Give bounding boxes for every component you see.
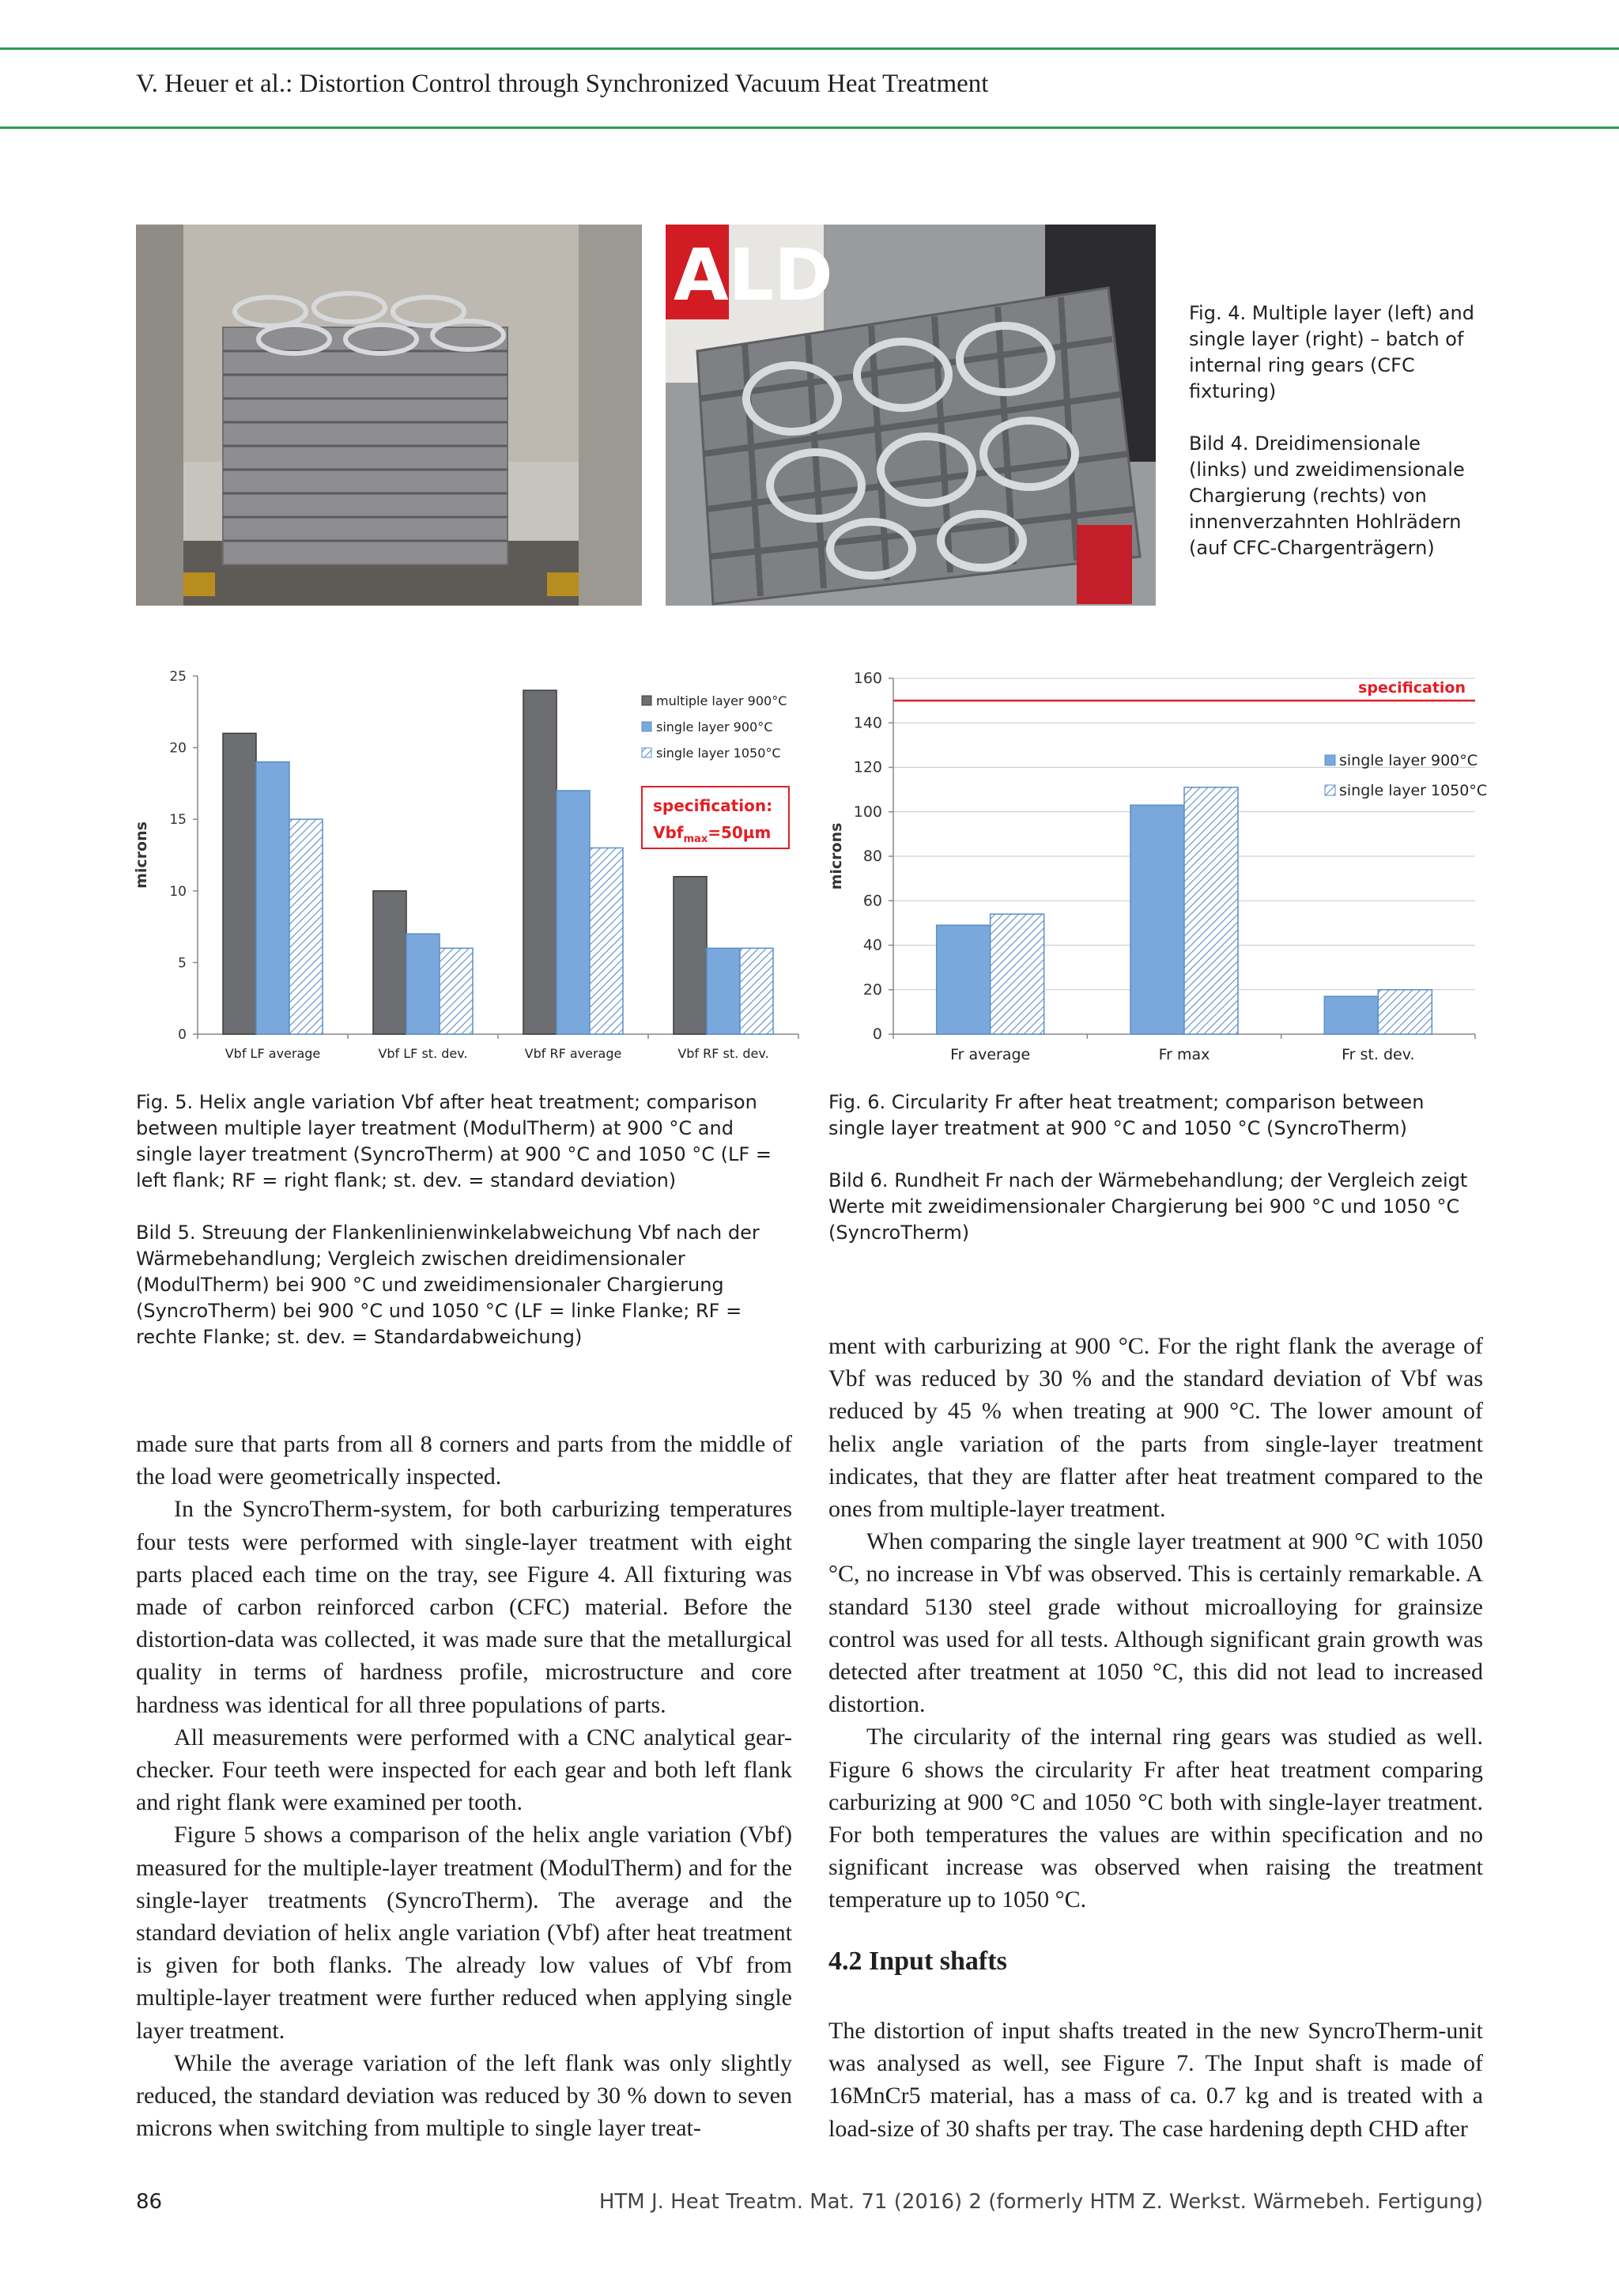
figure5-chart — [126, 656, 806, 1067]
y-tick-label: 15 — [169, 812, 187, 829]
header-rule-bottom — [0, 127, 1619, 129]
y-tick-label: 5 — [178, 955, 187, 972]
page-number: 86 — [136, 2190, 163, 2214]
figure6-chart — [814, 656, 1491, 1067]
y-tick-label: 10 — [169, 883, 187, 900]
specification-label: specification — [1358, 679, 1466, 697]
bar — [1378, 990, 1432, 1034]
right-paragraph-3: The circularity of the internal ring gears was studied as well. Figure 6 shows the circularity Fr after heat treatment comparing carburizing at 900 °C and 1050 °C both with single-layer treatment. For both temperatures the values are within specification and no significant increase was observed when raising the treatment temperature up to 1050 °C. — [828, 1724, 1483, 1913]
bar — [1324, 996, 1378, 1034]
bar — [937, 925, 991, 1034]
specification-value: Vbf$_{max}$=50µm — [653, 823, 772, 845]
section-paragraph: The distortion of input shafts treated in the new SyncroTherm-unit was analysed as well, see Figure 7. The Input shaft is made of 16MnCr5 material, has a mass of ca. 0.7 kg and is treated with a load-size of 30 shafts per tray. The case hardening depth CHD after — [828, 2018, 1483, 2142]
bar — [440, 948, 473, 1034]
figure5-caption-en: Fig. 5. Helix angle variation Vbf after heat treatment; comparison between multiple layer treatment (ModulTherm) at 900 °C and single layer treatment (SyncroTherm) at 900 °C and 1050 °C (LF = left flank; RF = right flank; st. dev. = standard deviation) — [136, 1091, 772, 1191]
chart-helix-angle — [126, 656, 806, 1067]
bar — [557, 791, 590, 1034]
legend-label: single layer 900°C — [1339, 752, 1478, 769]
journal-citation: HTM J. Heat Treatm. Mat. 71 (2016) 2 (formerly HTM Z. Werkst. Wärmebeh. Fertigung) — [598, 2190, 1483, 2214]
y-tick-label: 20 — [862, 980, 882, 999]
left-column — [136, 1428, 792, 2144]
right-paragraph-1: ment with carburizing at 900 °C. For the right flank the average of Vbf was reduced by 30 % and the standard deviation of Vbf was reduced by 45 % when treating at 900 °C. The lower amount of helix angle variation of the parts from single-layer treatment indicates, that they are flatter after heat treatment compared to the ones from multiple-layer treatment. — [828, 1333, 1483, 1523]
running-header: V. Heuer et al.: Distortion Control through Synchronized Vacuum Heat Treatment — [136, 70, 989, 98]
y-tick-label: 25 — [169, 669, 187, 685]
right-paragraph-2: When comparing the single layer treatment at 900 °C with 1050 °C, no increase in Vbf was observed. This is certainly remarkable. A standard 5130 steel grade without microalloying for grainsize control was used for all tests. Although significant grain growth was detected after treatment at 1050 °C, this did not lead to increased distortion. — [828, 1528, 1483, 1718]
photo-single-layer — [666, 225, 1156, 606]
y-tick-label: 0 — [178, 1027, 187, 1043]
ald-logo: ALD — [674, 234, 833, 317]
bar — [740, 948, 773, 1034]
y-tick-label: 100 — [853, 802, 882, 821]
bar — [674, 877, 707, 1034]
figure4-caption-de: Bild 4. Dreidimensionale (links) und zweidimensionale Chargierung (rechts) von innenverzahnten Hohlrädern (auf CFC-Chargenträgern) — [1189, 432, 1465, 559]
bar — [373, 891, 406, 1034]
bar — [707, 948, 740, 1034]
bar — [1184, 787, 1238, 1034]
left-paragraph-2: In the SyncroTherm-system, for both carburizing temperatures four tests were performed with single-layer treatment with eight parts placed each time on the tray, see Figure 4. All fixturing was made of carbon reinforced carbon (CFC) material. Before the distortion-data was collected, it was made sure that the metallurgical quality in terms of hardness profile, microstructure and core hardness was identical for all three populations of parts. — [136, 1496, 792, 1718]
y-tick-label: 140 — [853, 714, 882, 732]
x-tick-label: Vbf LF st. dev. — [378, 1046, 468, 1061]
y-tick-label: 60 — [862, 892, 882, 910]
y-tick-label: 40 — [862, 936, 882, 954]
bar — [406, 934, 440, 1034]
figure4-caption-en: Fig. 4. Multiple layer (left) and single layer (right) – batch of internal ring gears (CFC fixturing) — [1189, 302, 1474, 402]
x-tick-label: Vbf RF st. dev. — [677, 1046, 769, 1061]
legend-swatch — [642, 696, 651, 705]
photo-multiple-layer — [136, 225, 642, 606]
bar — [223, 733, 256, 1034]
y-tick-label: 20 — [169, 740, 187, 757]
figure6-caption-de: Bild 6. Rundheit Fr nach der Wärmebehandlung; der Vergleich zeigt Werte mit zweidimensionaler Chargierung bei 900 °C und 1050 °C (SyncroTherm) — [828, 1169, 1468, 1244]
x-tick-label: Fr st. dev. — [1342, 1046, 1415, 1063]
bar — [1130, 805, 1184, 1034]
x-tick-label: Fr average — [950, 1046, 1031, 1063]
legend-label: multiple layer 900°C — [656, 693, 787, 708]
y-tick-label: 80 — [862, 848, 882, 865]
legend-swatch — [1325, 755, 1335, 765]
header-rule-top — [0, 47, 1619, 50]
legend-label: single layer 900°C — [656, 719, 773, 734]
legend-swatch — [1325, 785, 1335, 795]
figure6-caption-en: Fig. 6. Circularity Fr after heat treatment; comparison between single layer treatment at 900 °C and 1050 °C (SyncroTherm) — [828, 1091, 1425, 1139]
x-tick-label: Fr max — [1158, 1046, 1210, 1063]
legend-swatch — [642, 722, 651, 731]
y-tick-label: 0 — [872, 1025, 882, 1043]
y-tick-label: 160 — [853, 670, 882, 687]
left-paragraph-3: All measurements were performed with a CNC analytical gear-checker. Four teeth were inspected for each gear and both left flank and right flank were examined per tooth. — [136, 1724, 792, 1816]
left-paragraph-4: Figure 5 shows a comparison of the helix angle variation (Vbf) measured for the multiple-layer treatment (ModulTherm) and for the single-layer treatments (SyncroTherm). The average and the standard deviation of helix angle variation (Vbf) after heat treatment is given for both flanks. The already low values of Vbf from multiple-layer treatment were further reduced when applying single layer treatment. — [136, 1822, 792, 2044]
chart-circularity — [814, 656, 1491, 1067]
legend-swatch — [642, 748, 651, 757]
y-axis-label: microns — [828, 822, 845, 890]
section-body — [828, 2015, 1483, 2145]
legend-label: single layer 1050°C — [656, 746, 781, 761]
figure6-caption — [828, 1089, 1485, 1272]
x-tick-label: Vbf LF average — [225, 1046, 321, 1061]
figure4-caption — [1189, 300, 1483, 587]
bar — [256, 762, 289, 1034]
figure5-caption-de: Bild 5. Streuung der Flankenlinienwinkelabweichung Vbf nach der Wärmebehandlung; Vergleich zwischen dreidimensionaler (ModulTherm) bei 900 °C und zweidimensionaler Chargierung (SyncroTherm) bei 900 °C und 1050 °C (LF = linke Flanke; RF = rechte Flanke; st. dev. = Standardabweichung) — [136, 1222, 760, 1348]
y-tick-label: 120 — [853, 758, 882, 776]
bar — [289, 819, 323, 1034]
left-paragraph-1: made sure that parts from all 8 corners and parts from the middle of the load were geometrically inspected. — [136, 1431, 792, 1490]
y-axis-label: microns — [133, 821, 150, 889]
section-heading: 4.2 Input shafts — [828, 1947, 1007, 1976]
x-tick-label: Vbf RF average — [524, 1046, 622, 1061]
bar — [590, 848, 623, 1034]
figure5-caption — [136, 1089, 794, 1376]
specification-label: specification: — [653, 796, 773, 815]
bar — [523, 690, 557, 1034]
legend-label: single layer 1050°C — [1339, 782, 1488, 799]
bar — [991, 914, 1044, 1034]
left-paragraph-5: While the average variation of the left flank was only slightly reduced, the standard deviation was reduced by 30 % down to seven microns when switching from multiple to single layer treat- — [136, 2049, 792, 2142]
right-column — [828, 1330, 1483, 1916]
